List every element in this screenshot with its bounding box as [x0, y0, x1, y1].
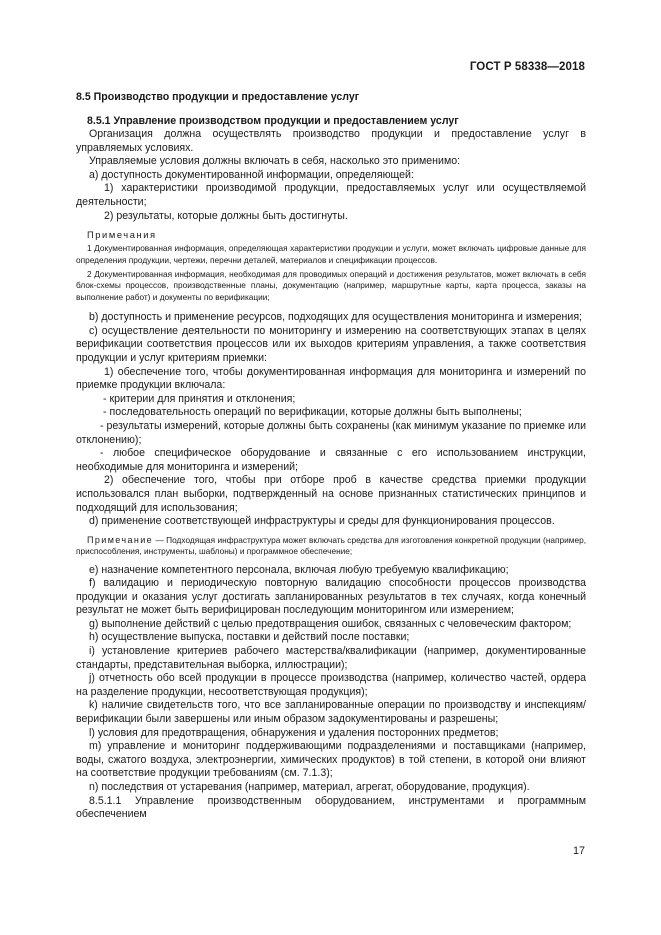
list-item: j) отчетность обо всей продукции в процессе производства (например, количество частей, ордера на разделение продукции, несоответствующая продукция);	[76, 672, 586, 698]
list-item: 2) обеспечение того, чтобы при отборе проб в качестве средства приемки продукции использовался план выборки, подтвержденный на основе признанных статистических принципов и подходящий для использования;	[76, 474, 586, 514]
list-item: i) установление критериев рабочего мастерства/квалификации (например, документированные стандарты, представительная выборка, иллюстрации);	[76, 645, 586, 671]
note-item: 1 Документированная информация, определяющая характеристики продукции и услуги, может включать цифровые данные для определения продукции, чертежи, перечни деталей, материалов и спецификации процессов.	[76, 243, 586, 265]
list-item: c) осуществление деятельности по мониторингу и измерению на соответствующих этапах в целях верификации соответствия процессов или их выходов критериям управления, а также соответствия продукции и услуг критериям приемки:	[76, 324, 586, 364]
note-label: Примечание	[87, 534, 154, 545]
note-text: — Подходящая инфраструктура может включать средства для изготовления конкретной продукции (например, приспособления, инструменты, шаблоны) и программное обеспечение;	[76, 534, 586, 557]
page-number: 17	[572, 845, 585, 857]
paragraph: Управляемые условия должны включать в себя, насколько это применимо:	[89, 155, 461, 168]
list-item: h) осуществление выпуска, поставки и действий после поставки;	[89, 631, 410, 644]
list-item: n) последствия от устаревания (например, материал, агрегат, оборудование, продукция).	[89, 781, 530, 793]
list-item: l) условия для предотвращения, обнаружения и удаления посторонних предметов;	[89, 726, 499, 739]
list-item: 2) результаты, которые должны быть достигнуты.	[104, 209, 348, 222]
subsection-heading: 8.5.1.1 Управление производственным оборудованием, инструментами и программным обеспечением	[76, 794, 586, 821]
paragraph: Организация должна осуществлять производство продукции и предоставление услуг в управляемых условиях.	[76, 128, 586, 154]
dash-item: - любое специфическое оборудование и связанные с его использованием инструкции, необходимые для мониторинга и измерений;	[76, 447, 586, 473]
page-content	[76, 91, 586, 822]
list-item: а) доступность документированной информации, определяющей:	[89, 168, 414, 181]
section-title: 8.5 Производство продукции и предоставление услуг	[76, 91, 360, 103]
note-single	[76, 535, 586, 558]
list-item: e) назначение компетентного персонала, включая любую требуемую квалификацию;	[89, 563, 509, 576]
list-item: b) доступность и применение ресурсов, подходящих для осуществления мониторинга и измерения;	[89, 311, 583, 324]
notes-heading: Примечания	[87, 230, 157, 241]
list-item: g) выполнение действий с целью предотвращения ошибок, связанных с человеческим фактором;	[89, 617, 572, 630]
dash-item: - критерии для принятия и отклонения;	[103, 392, 296, 405]
list-item: d) применение соответствующей инфраструктуры и среды для функционирования процессов.	[89, 515, 555, 528]
list-item: 1) обеспечение того, чтобы документированная информация для мониторинга и измерений по приемке продукции включала:	[76, 365, 586, 392]
list-item: m) управление и мониторинг поддерживающими подразделениями и поставщиками (например, воды, сжатого воздуха, электроэнергии, химических продуктов) в той степени, в которой они влияют на соответствие продукции требованиям (см. 7.1.3);	[76, 740, 586, 780]
list-item: k) наличие свидетельств того, что все запланированные операции по производству и инспекциям/верификации были завершены или иным образом задокументированы и разрешены;	[76, 699, 586, 726]
dash-item: - результаты измерений, которые должны быть сохранены (как минимум указание по приемке или отклонению);	[76, 419, 586, 446]
note-item: 2 Документированная информация, необходимая для проводимых операций и достижения результатов, может включать в себя блок-схемы процессов, производственные планы, документацию (например, маршрутные карты, карта процесса, заказы на выполнение работ) и документы по верификации;	[76, 268, 586, 302]
dash-item: - последовательность операций по верификации, которые должны быть выполнены;	[103, 406, 522, 419]
standard-code: ГОСТ Р 58338—2018	[469, 61, 585, 73]
list-item: f) валидацию и периодическую повторную валидацию способности процессов производства продукции и оказания услуг достигать запланированных результатов в тех случаях, когда конечный результат не может быть верифицирован последующим мониторингом или измерением;	[76, 577, 586, 617]
subsection-title: 8.5.1 Управление производством продукции и предоставлением услуг	[87, 115, 459, 127]
list-item: 1) характеристики производимой продукции, предоставляемых услуг или осуществляемой деятельности;	[76, 182, 586, 208]
